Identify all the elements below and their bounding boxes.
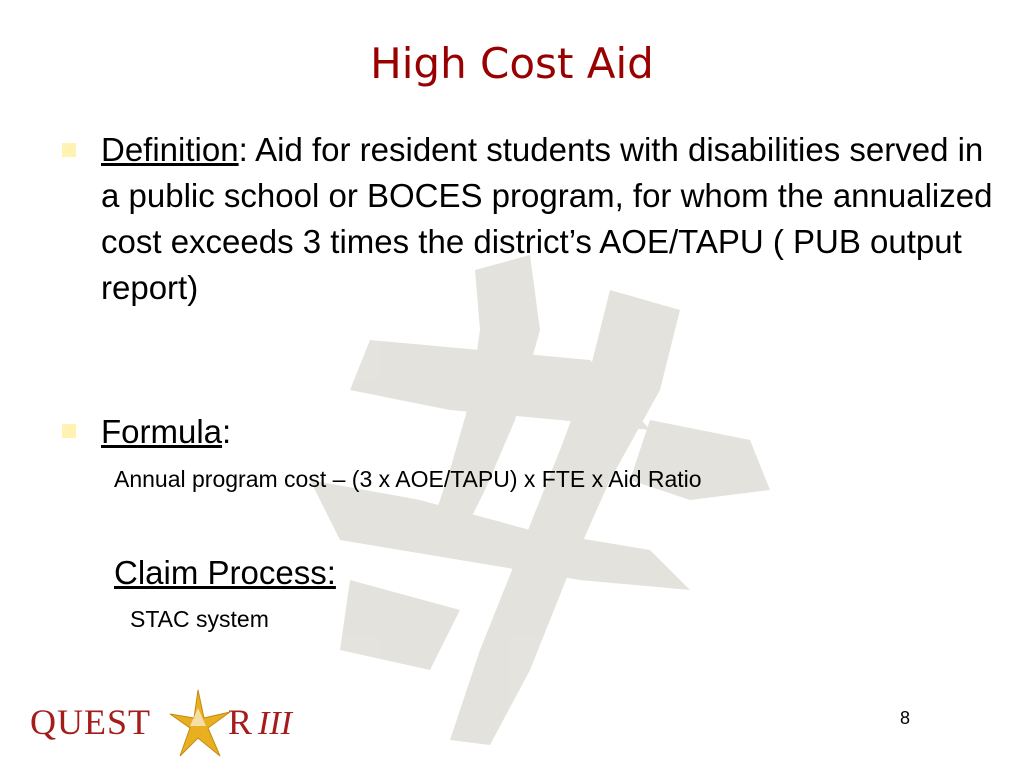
logo-star-icon (170, 690, 230, 756)
bullet-marker (62, 424, 76, 438)
claim-process-label: Claim Process: (114, 554, 336, 591)
definition-label: Definition (101, 131, 239, 168)
formula-separator: : (222, 413, 232, 450)
logo-text-numeral: III (258, 705, 292, 742)
watermark-star-graphic (230, 250, 790, 750)
formula-text: Annual program cost – (3 x AOE/TAPU) x FTE x Aid Ratio (114, 466, 702, 492)
definition-text: Aid for resident students with disabilities served in a public school or BOCES program, for whom the annualized cost exceeds 3 times the district’s AOE/TAPU ( PUB output report) (101, 131, 993, 306)
slide-title: High Cost Aid (370, 39, 654, 88)
formula-heading (101, 409, 231, 455)
definition-separator: : (238, 131, 248, 168)
claim-process-text: STAC system (130, 606, 269, 632)
logo-text-right: R (228, 702, 253, 742)
questar-logo (30, 688, 320, 760)
bullet-marker (62, 143, 76, 157)
formula-label: Formula (101, 413, 223, 450)
definition-paragraph (101, 127, 1001, 311)
logo-text-left: QUEST (30, 702, 151, 742)
page-number: 8 (900, 708, 911, 728)
